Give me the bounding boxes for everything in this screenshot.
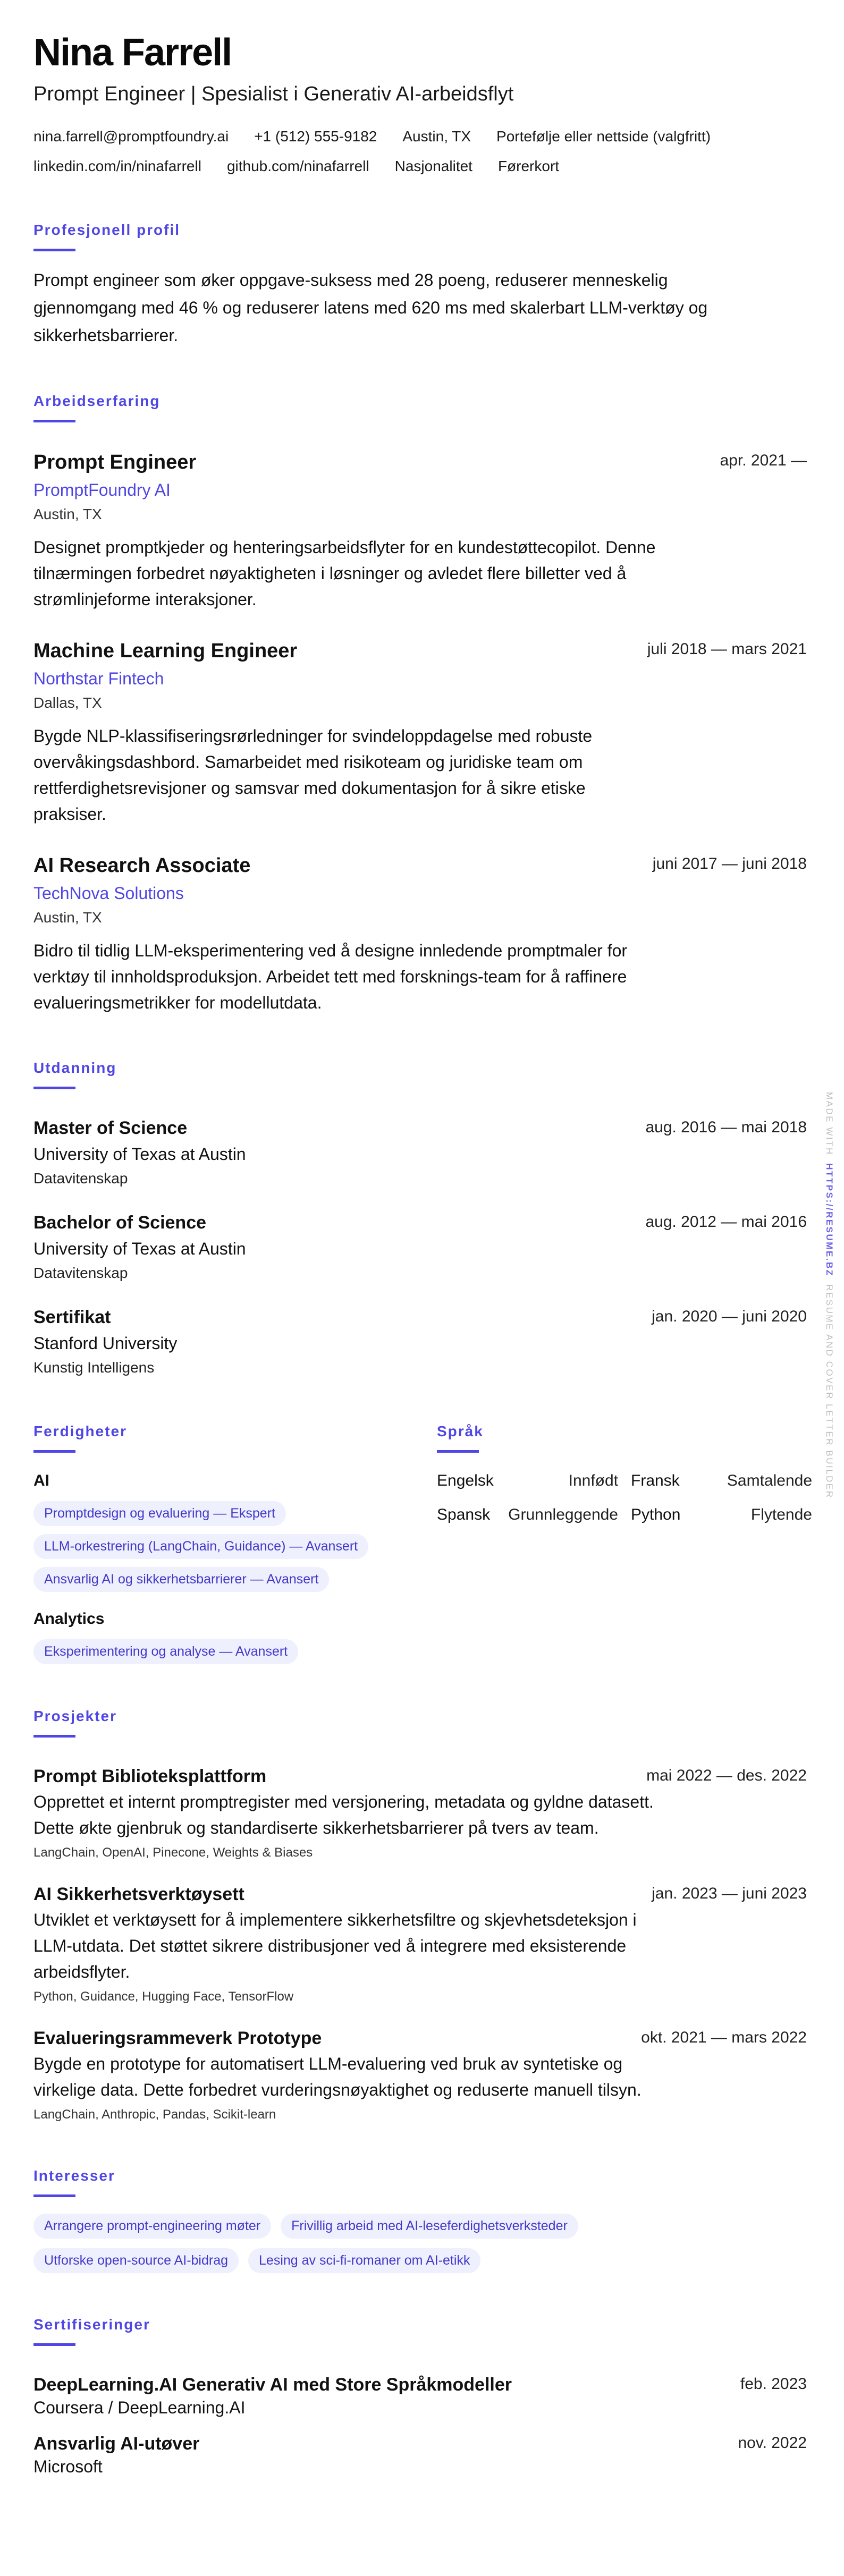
contact-email[interactable]: nina.farrell@promptfoundry.ai (33, 128, 229, 145)
contact-location: Austin, TX (402, 128, 471, 145)
job-description: Bidro til tidlig LLM-eksperimentering ved å designe innledende promptmaler for verktøy til innholdsproduksjon. Arbeidet tett med forsknings-team for å raffinere evalueringsmetrikker for modellutdata. (33, 941, 628, 1012)
section-divider (33, 249, 75, 251)
watermark-suffix: RESUME AND COVER LETTER BUILDER (824, 1284, 834, 1499)
section-divider (437, 1450, 479, 1453)
section-title: Prosjekter (33, 1708, 117, 1724)
field-of-study: Datavitenskap (33, 1170, 128, 1187)
skill-category: AI (33, 1472, 49, 1489)
watermark-link[interactable]: HTTPS://RESUME.BZ (824, 1163, 834, 1277)
contact-row (33, 157, 807, 176)
skill-pill: Eksperimentering og analyse — Avansert (33, 1639, 298, 1664)
experience-list (33, 450, 807, 1016)
education-list (33, 1117, 807, 1377)
field-of-study: Kunstig Intelligens (33, 1359, 155, 1376)
section-title: Interesser (33, 2167, 115, 2184)
job-location: Austin, TX (33, 506, 102, 522)
education-section (33, 1058, 807, 1377)
contact-linkedin[interactable]: linkedin.com/in/ninafarrell (33, 158, 201, 174)
section-title: Ferdigheter (33, 1423, 128, 1439)
project-tech-stack: LangChain, Anthropic, Pandas, Scikit-learn (33, 2107, 276, 2122)
language-list (437, 1471, 812, 1525)
interest-pill: Utforske open-source AI-bidrag (33, 2248, 239, 2273)
project-name: AI Sikkerhetsverktøysett (33, 1884, 244, 1904)
skill-pill: LLM-orkestrering (LangChain, Guidance) — Avansert (33, 1534, 368, 1559)
skill-pill: Promptdesign og evaluering — Ekspert (33, 1501, 286, 1526)
experience-section (33, 392, 807, 1016)
certification-name: DeepLearning.AI Generativ AI med Store Språkmodeller (33, 2375, 512, 2395)
section-divider (33, 2194, 75, 2197)
project-name: Prompt Biblioteksplattform (33, 1766, 267, 1786)
skills-section (33, 1422, 437, 1664)
company-name: PromptFoundry AI (33, 480, 171, 499)
certification-date: feb. 2023 (740, 2375, 807, 2393)
section-title: Sertifiseringer (33, 2316, 150, 2333)
job-location: Austin, TX (33, 909, 102, 926)
education-item (33, 1306, 807, 1377)
project-description: Bygde en prototype for automatisert LLM-evaluering ved bruk av syntetiske og virkelige data. Dette forbedret vurderingsnøyaktighet og reduserte manuell tilsyn. (33, 2054, 642, 2099)
section-title: Språk (437, 1423, 484, 1439)
job-description: Bygde NLP-klassifiseringsrørledninger for svindeloppdagelse med robuste overvåkingsdashbord. Samarbeidet med risikoteam og juridiske team om rettferdighetsrevisjoner og samsvar med dokumentasjon for å sikre etiske praksiser. (33, 726, 593, 824)
degree: Sertifikat (33, 1307, 111, 1327)
job-description: Designet promptkjeder og henteringsarbeidsflyter for en kundestøttecopilot. Denne tilnærmingen forbedret nøyaktigheten i løsninger og avledet flere billetter ved å strømlinjeforme interaksjoner. (33, 538, 656, 609)
resume-header (33, 33, 807, 176)
builder-watermark (824, 1092, 834, 1499)
projects-section (33, 1707, 807, 2123)
section-divider (33, 2343, 75, 2346)
job-title: Prompt Engineer (33, 451, 197, 473)
section-title: Utdanning (33, 1060, 117, 1076)
education-dates: aug. 2016 — mai 2018 (645, 1118, 807, 1136)
section-title: Arbeidserfaring (33, 393, 161, 409)
language-level: Grunnleggende (508, 1506, 618, 1523)
certifications-section (33, 2315, 807, 2477)
interest-list (33, 2214, 645, 2273)
interests-section (33, 2166, 807, 2273)
project-dates: okt. 2021 — mars 2022 (641, 2029, 807, 2046)
language-item (631, 1471, 812, 1491)
contact-row (33, 127, 807, 146)
project-tech-stack: LangChain, OpenAI, Pinecone, Weights & Biases (33, 1845, 313, 1860)
field-of-study: Datavitenskap (33, 1265, 128, 1281)
language-level: Samtalende (727, 1472, 812, 1489)
language-item (437, 1471, 618, 1491)
certification-list (33, 2374, 807, 2477)
project-description: Opprettet et internt promptregister med versjonering, metadata og gyldne datasett. Dette økte gjenbruk og standardiserte sikkerhetsbarrierer på tvers av team. (33, 1792, 654, 1837)
profile-section (33, 221, 807, 349)
experience-item (33, 853, 807, 1016)
certification-issuer: Coursera / DeepLearning.AI (33, 2398, 246, 2417)
education-item (33, 1211, 807, 1283)
contact-nationality: Nasjonalitet (394, 158, 472, 174)
watermark-prefix: MADE WITH (824, 1092, 834, 1156)
contact-github[interactable]: github.com/ninafarrell (226, 158, 369, 174)
skills-languages-row (33, 1422, 812, 1664)
job-dates: juni 2017 — juni 2018 (652, 855, 807, 872)
project-list (33, 1765, 807, 2123)
section-title: Profesjonell profil (33, 222, 181, 238)
language-level: Flytende (750, 1506, 812, 1523)
project-dates: mai 2022 — des. 2022 (646, 1767, 807, 1784)
degree: Bachelor of Science (33, 1213, 207, 1233)
section-divider (33, 1735, 75, 1738)
project-dates: jan. 2023 — juni 2023 (652, 1885, 807, 1902)
project-tech-stack: Python, Guidance, Hugging Face, TensorFlow (33, 1989, 294, 2004)
contact-drivers-license: Førerkort (497, 158, 560, 174)
language-name: Engelsk (437, 1472, 494, 1489)
job-title: AI Research Associate (33, 854, 251, 877)
school: Stanford University (33, 1334, 178, 1353)
candidate-name: Nina Farrell (33, 31, 232, 74)
contact-portfolio[interactable]: Portefølje eller nettside (valgfritt) (496, 128, 711, 145)
job-dates: apr. 2021 — (720, 452, 807, 469)
language-item (437, 1505, 618, 1525)
interest-pill: Arrangere prompt-engineering møter (33, 2214, 271, 2239)
skill-list (33, 1501, 437, 1592)
section-divider (33, 1087, 75, 1089)
candidate-headline: Prompt Engineer | Spesialist i Generativ AI-arbeidsflyt (33, 83, 514, 105)
certification-name: Ansvarlig AI-utøver (33, 2434, 200, 2454)
skill-list (33, 1639, 437, 1664)
education-dates: jan. 2020 — juni 2020 (652, 1308, 807, 1325)
language-level: Innfødt (568, 1472, 618, 1489)
language-name: Fransk (631, 1472, 680, 1489)
project-description: Utviklet et verktøysett for å implementere sikkerhetsfiltre og skjevhetsdeteksjon i LLM-utdata. Det støttet sikrere distribusjoner ved å integrere med eksisterende arbeidsflyter. (33, 1910, 637, 1981)
job-dates: juli 2018 — mars 2021 (647, 640, 807, 658)
education-item (33, 1117, 807, 1188)
project-item (33, 1765, 807, 1861)
skill-pill: Ansvarlig AI og sikkerhetsbarrierer — Avansert (33, 1567, 329, 1592)
job-location: Dallas, TX (33, 694, 102, 711)
skill-category: Analytics (33, 1610, 105, 1628)
language-name: Spansk (437, 1506, 491, 1523)
interest-pill: Frivillig arbeid med AI-leseferdighetsverksteder (281, 2214, 578, 2239)
certification-item (33, 2433, 807, 2477)
experience-item (33, 639, 807, 827)
job-title: Machine Learning Engineer (33, 640, 298, 662)
profile-summary: Prompt engineer som øker oppgave-suksess med 28 poeng, reduserer menneskelig gjennomgang med 46 % og reduserer latens med 620 ms med skalerbart LLM-verktøy og sikkerhetsbarrierer. (33, 270, 708, 345)
project-item (33, 2027, 807, 2123)
contact-phone[interactable]: +1 (512) 555-9182 (254, 128, 377, 145)
language-item (631, 1505, 812, 1525)
company-name: TechNova Solutions (33, 884, 184, 903)
certification-issuer: Microsoft (33, 2457, 103, 2476)
degree: Master of Science (33, 1118, 188, 1138)
certification-item (33, 2374, 807, 2418)
project-item (33, 1883, 807, 2005)
company-name: Northstar Fintech (33, 669, 164, 688)
languages-section (437, 1422, 812, 1664)
experience-item (33, 450, 807, 613)
section-divider (33, 420, 75, 422)
section-divider (33, 1450, 75, 1453)
interest-pill: Lesing av sci-fi-romaner om AI-etikk (248, 2248, 480, 2273)
education-dates: aug. 2012 — mai 2016 (645, 1213, 807, 1231)
certification-date: nov. 2022 (738, 2434, 807, 2452)
language-name: Python (631, 1506, 681, 1523)
school: University of Texas at Austin (33, 1239, 246, 1258)
resume-page (33, 0, 812, 2477)
project-name: Evalueringsrammeverk Prototype (33, 2028, 322, 2048)
school: University of Texas at Austin (33, 1145, 246, 1164)
